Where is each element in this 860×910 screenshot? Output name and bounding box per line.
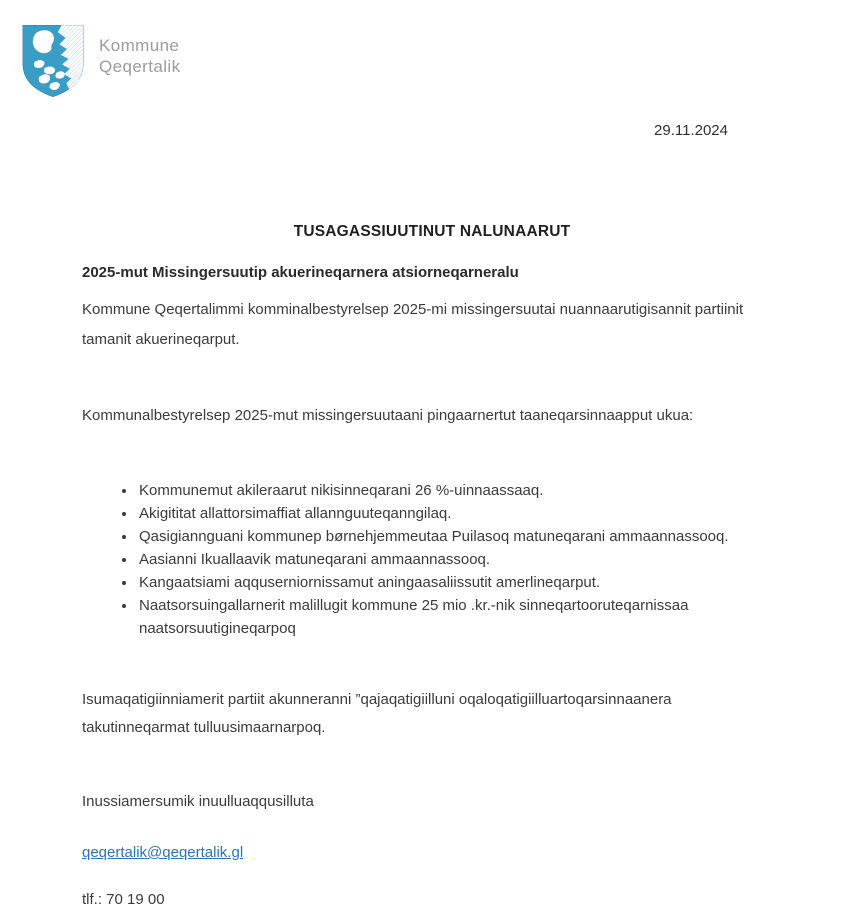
signoff-line: Inussiamersumik inuulluaqqusilluta (82, 793, 314, 810)
budget-highlights-list (82, 479, 782, 640)
municipality-shield-logo (18, 22, 88, 100)
organization-name (99, 36, 180, 77)
list-item: • Aasianni Ikuallaavik matuneqarani ammaannassooq. (137, 548, 782, 571)
document-body (82, 223, 782, 910)
paragraph-approval: Kommune Qeqertalimmi komminalbestyrelsep 2025-mi missingersuutai nuannaarutigisannit partiinit tamanit akuerineqarput. (82, 301, 744, 348)
document-date: 29.11.2024 (654, 122, 728, 139)
paragraph-list-intro: Kommunalbestyrelsep 2025-mut missingersuutaani pingaarnertut taaneqarsinnaapput ukua: (82, 407, 694, 424)
document-title: TUSAGASSIUUTINUT NALUNAARUT (293, 223, 571, 240)
document-subtitle: 2025-mut Missingersuutip akuerineqarnera atsiorneqarneralu (82, 264, 519, 281)
phone-line: tlf.: 70 19 00 (82, 891, 165, 908)
list-item: • Akigititat allattorsimaffiat allannguuteqanngilaq. (137, 502, 782, 525)
letterhead (0, 0, 860, 100)
email-link[interactable]: qeqertalik@qeqertalik.gl (82, 844, 244, 861)
paragraph-cooperation: Isumaqatigiinniamerit partiit akunneranni ”qajaqatigiilluni oqaloqatigiilluartoqarsinnaanera takutinneqarmat tulluusimaarnarpoq. (82, 691, 672, 736)
email-line (82, 838, 782, 868)
organization-name-line1: Kommune (99, 36, 180, 55)
list-item: • Naatsorsuingallarnerit malillugit kommune 25 mio .kr.-nik sinneqartooruteqarnissaa naatsorsuutigineqarpoq (137, 594, 782, 640)
list-item: • Kommunemut akileraarut nikisinneqarani 26 %-uinnaassaaq. (137, 479, 782, 502)
list-item: • Kangaatsiami aqquserniornissamut aningaasaliissutit amerlineqarput. (137, 571, 782, 594)
organization-name-line2: Qeqertalik (99, 56, 181, 76)
list-item: • Qasigiannguani kommunep børnehjemmeutaa Puilasoq matuneqarani ammaannassooq. (137, 525, 782, 548)
